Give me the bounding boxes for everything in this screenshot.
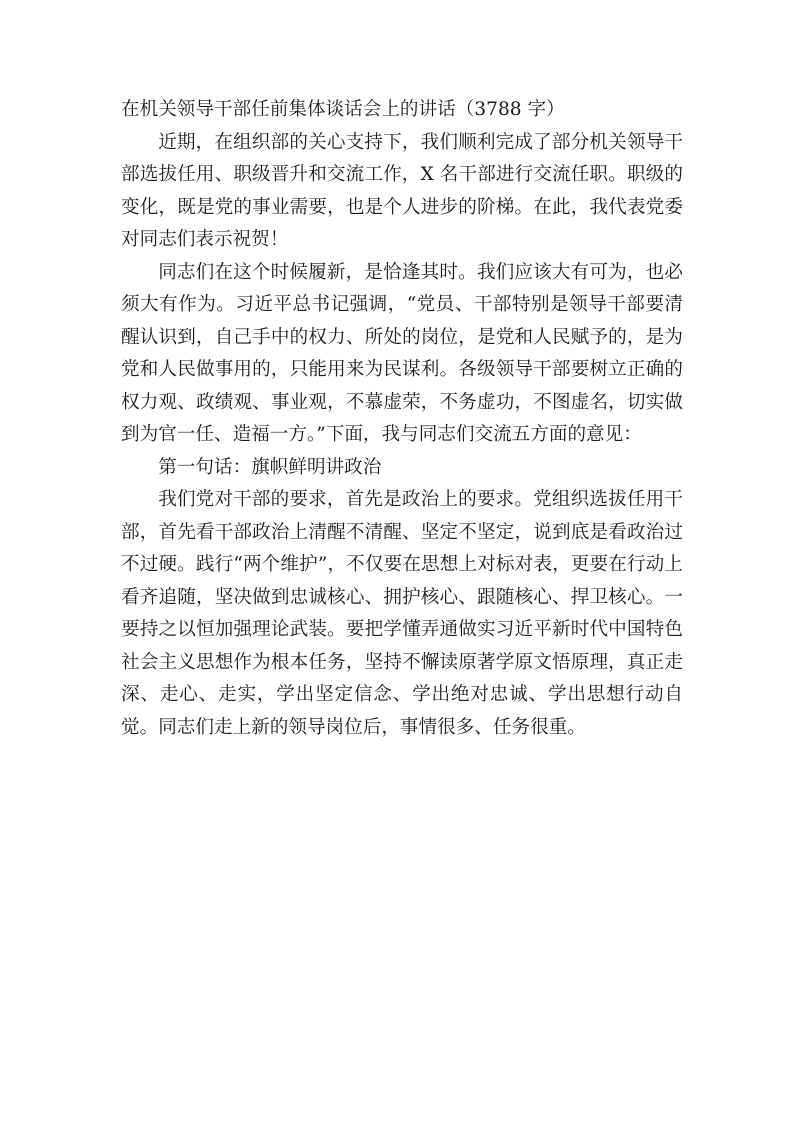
paragraph-quote: 同志们在这个时候履新，是恰逢其时。我们应该大有可为，也必须大有作为。习近平总书记强调，“党员、干部特别是领导干部要清醒认识到，自己手中的权力、所处的岗位，是党和人民赋予的，是为党和人民做事用的，只能用来为民谋利。各级领导干部要树立正确的权力观、政绩观、事业观，不慕虚荣，不务虚功，不图虚名，切实做到为官一任、造福一方。”下面，我与同志们交流五方面的意见： bbox=[121, 261, 683, 445]
document-title: 在机关领导干部任前集体谈话会上的讲话（3788 字） bbox=[121, 99, 565, 120]
section-heading: 第一句话：旗帜鲜明讲政治 bbox=[158, 456, 382, 478]
paragraph-intro: 近期，在组织部的关心支持下，我们顺利完成了部分机关领导干部选拔任用、职级晋升和交流工作，X 名干部进行交流任职。职级的变化，既是党的事业需要，也是个人进步的阶梯。在此，我代表党委对同志们表示祝贺！ bbox=[121, 131, 683, 250]
document-body bbox=[121, 94, 683, 744]
section-paragraph: 我们党对干部的要求，首先是政治上的要求。党组织选拔任用干部，首先看干部政治上清醒不清醒、坚定不坚定，说到底是看政治过不过硬。践行“两个维护”，不仅要在思想上对标对表，更要在行动上看齐追随，坚决做到忠诚核心、拥护核心、跟随核心、捍卫核心。一要持之以恒加强理论武装。要把学懂弄通做实习近平新时代中国特色社会主义思想作为根本任务，坚持不懈读原著学原文悟原理，真正走深、走心、走实，学出坚定信念、学出绝对忠诚、学出思想行动自觉。同志们走上新的领导岗位后，事情很多、任务很重。 bbox=[121, 489, 683, 738]
